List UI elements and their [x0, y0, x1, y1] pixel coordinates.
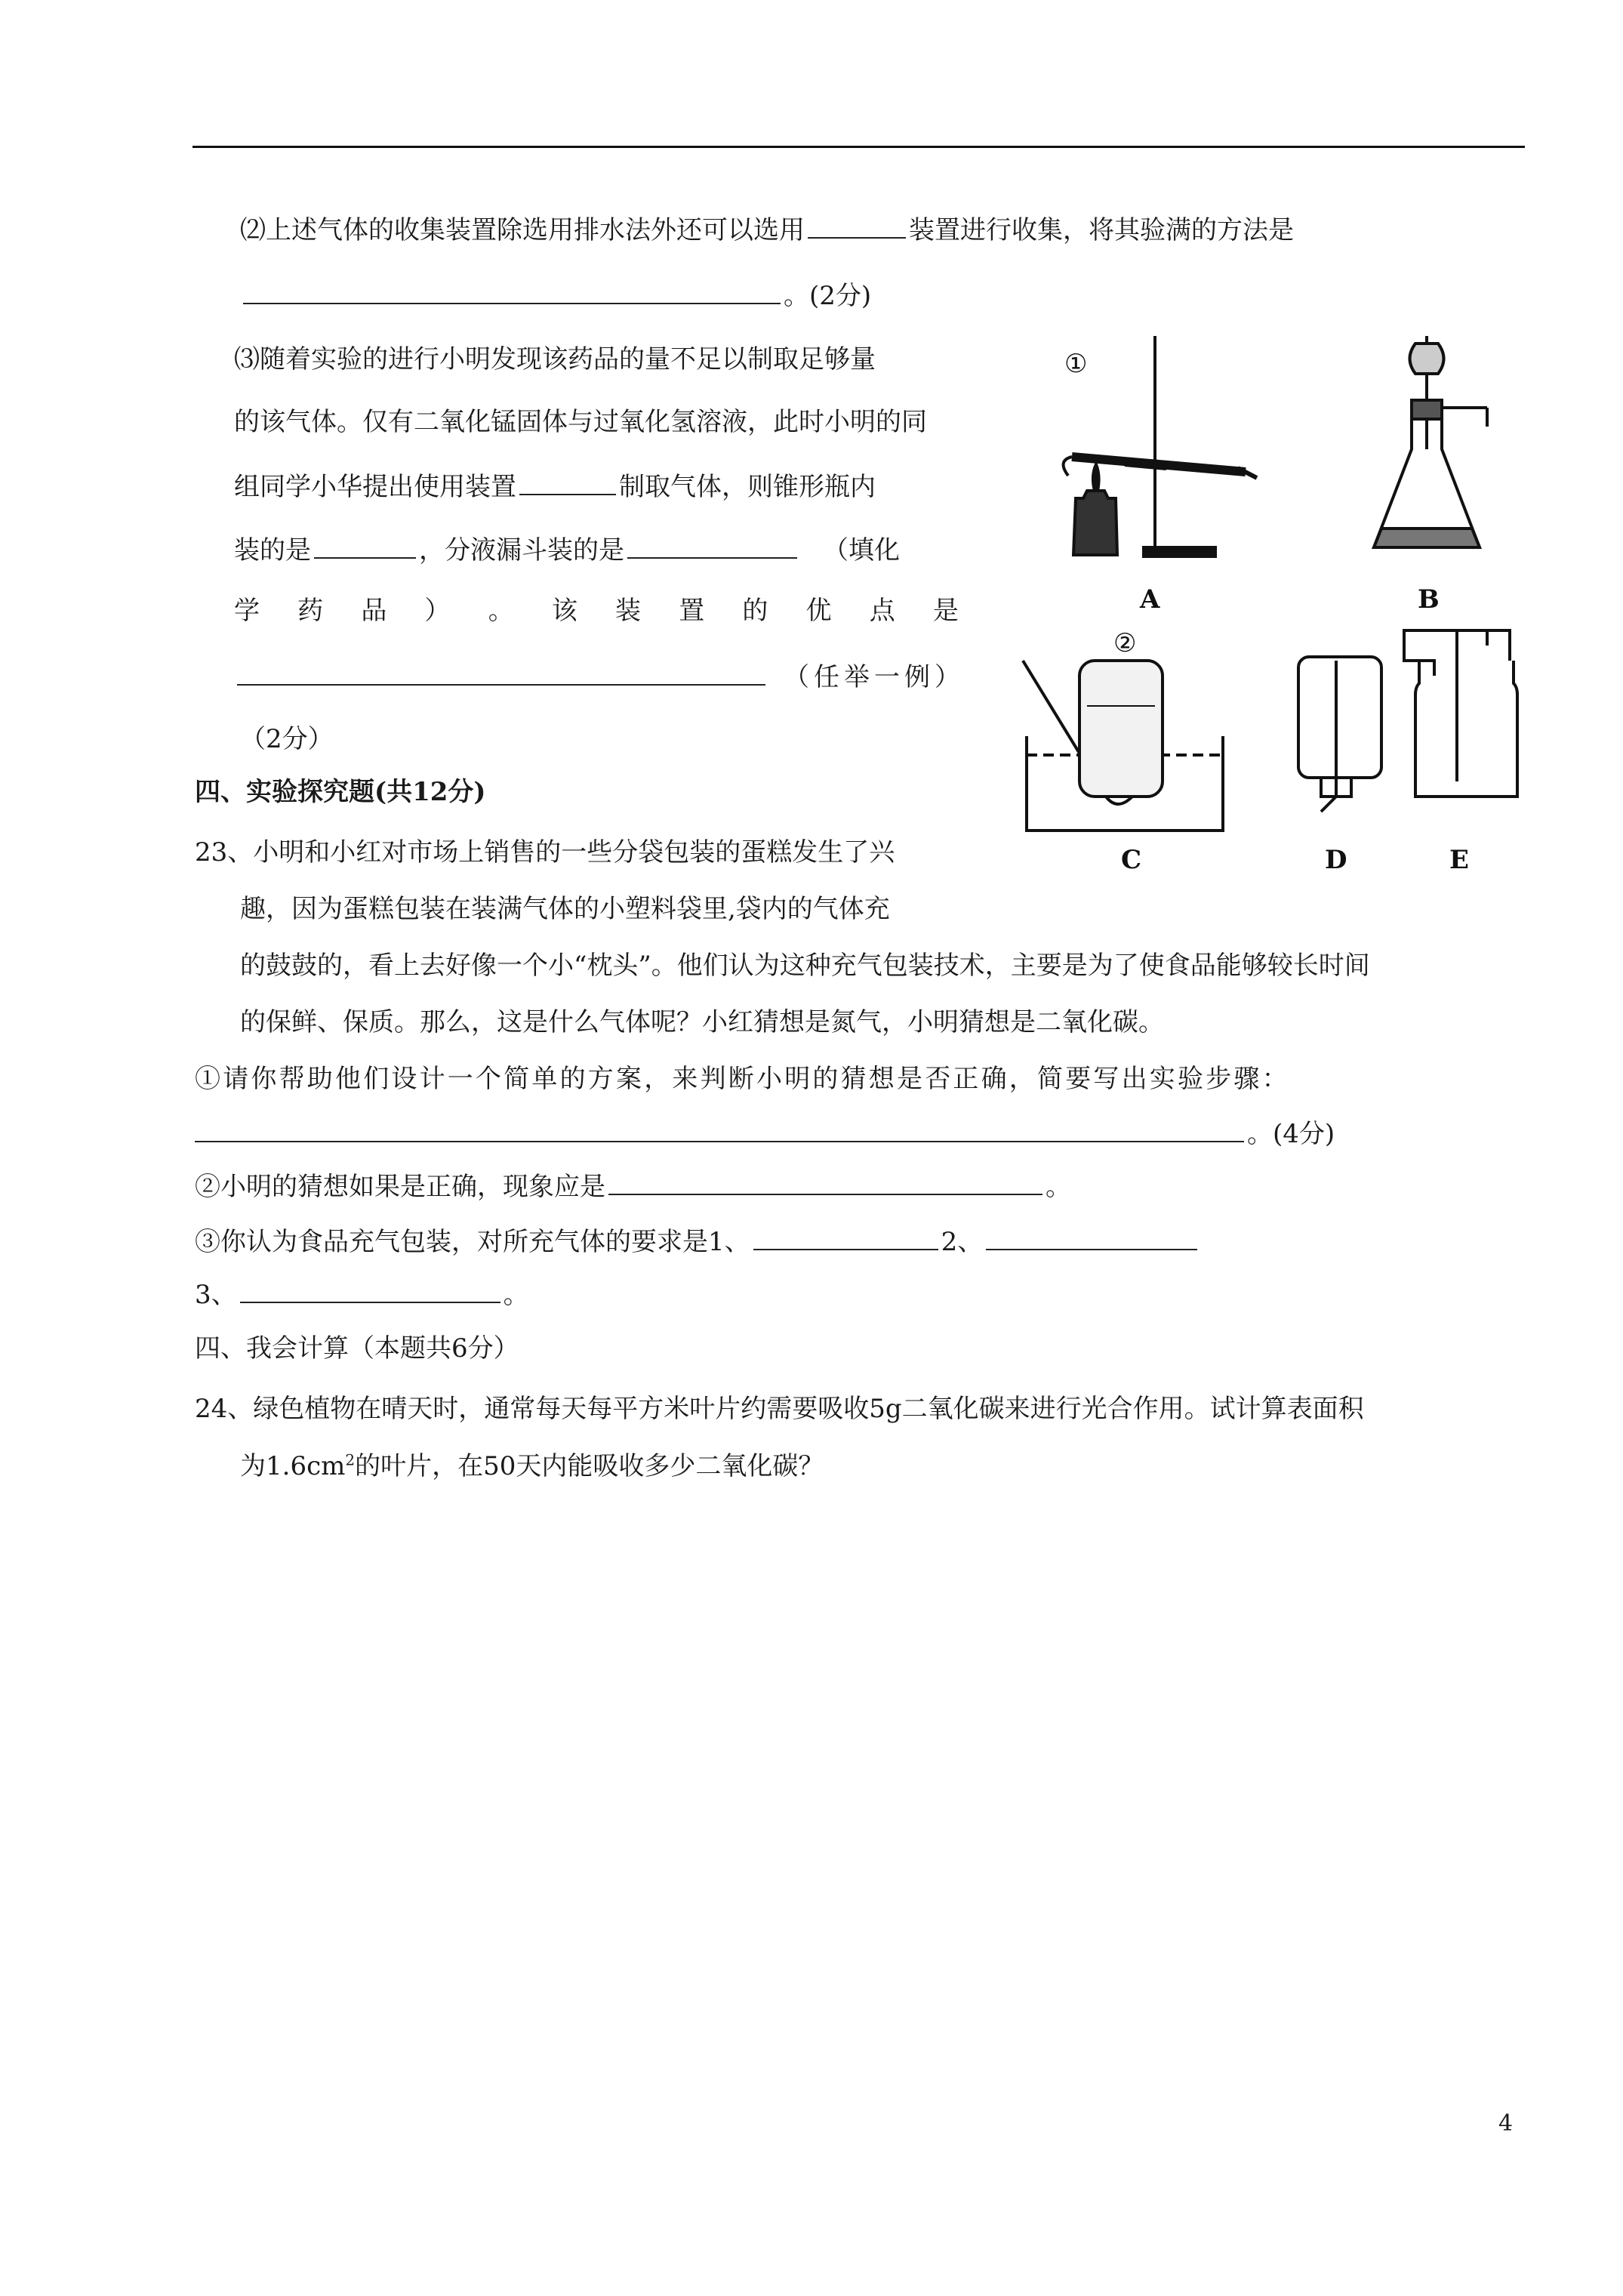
label-b: B	[1418, 584, 1440, 615]
page-number: 4	[1498, 2110, 1514, 2137]
char: 点	[869, 596, 895, 626]
q23-line1: 23、小明和小红对市场上销售的一些分袋包装的蛋糕发生了兴	[195, 837, 895, 868]
q23-text: 2、	[941, 1227, 984, 1257]
q23-step3	[195, 1222, 1200, 1260]
q23-step1: ①请你帮助他们设计一个简单的方案，来判断小明的猜想是否正确，简要写出实验步骤：	[195, 1064, 1290, 1094]
q23-text: 3、	[195, 1280, 237, 1310]
char: 药	[297, 596, 324, 626]
apparatus-b	[1374, 336, 1487, 547]
q22-p3-text: 装的是	[234, 535, 311, 566]
q23-text: 。	[503, 1280, 529, 1310]
q24-superscript: 2	[345, 1450, 356, 1469]
label-circle-1: ①	[1064, 349, 1088, 379]
char: 品	[361, 596, 387, 626]
answer-blank[interactable]	[986, 1222, 1197, 1250]
answer-blank[interactable]	[195, 1114, 1244, 1142]
q23-line3: 的鼓鼓的，看上去好像一个小“枕头”。他们认为这种充气包装技术，主要是为了使食品能够较长时间	[240, 951, 1370, 981]
q22-part2-line1	[240, 210, 1294, 248]
answer-blank[interactable]	[243, 276, 781, 304]
q23-step2	[195, 1166, 1071, 1205]
char: ）	[424, 596, 451, 626]
q22-part3-line6	[234, 657, 965, 695]
q22-part3-line4	[234, 530, 900, 569]
char: 。	[488, 596, 514, 626]
char: 学	[234, 596, 260, 626]
q23-text: 。	[1046, 1172, 1071, 1202]
q22-part3-line5	[234, 593, 959, 629]
answer-blank[interactable]	[519, 467, 616, 495]
q22-p2-text-a: ⑵上述气体的收集装置除选用排水法外还可以选用	[240, 215, 805, 245]
q22-part3-line2: 的该气体。仅有二氧化锰固体与过氧化氢溶液，此时小明的同	[234, 407, 927, 437]
q22-p3-text: （任举一例）	[784, 662, 965, 692]
answer-blank[interactable]	[240, 1274, 500, 1303]
label-e: E	[1449, 845, 1469, 875]
label-d: D	[1325, 845, 1347, 875]
q23-line2: 趣，因为蛋糕包装在装满气体的小塑料袋里,袋内的气体充	[240, 894, 890, 924]
section-title-experiment: 四、实验探究题(共12分)	[195, 777, 486, 807]
q22-part3-line1: ⑶随着实验的进行小明发现该药品的量不足以制取足够量	[234, 344, 876, 374]
char: 优	[805, 596, 832, 626]
q24-line2	[240, 1448, 824, 1484]
q22-part2-line2	[240, 276, 871, 314]
q23-step1-answer	[195, 1114, 1335, 1152]
answer-blank[interactable]	[753, 1222, 938, 1250]
apparatus-d	[1298, 657, 1381, 812]
answer-blank[interactable]	[314, 530, 416, 559]
section-title-calculation: 四、我会计算（本题共6分）	[195, 1333, 519, 1364]
q23-step1-score: 。(4分)	[1247, 1119, 1335, 1149]
q22-part3-score: （2分）	[240, 724, 334, 754]
label-c: C	[1121, 845, 1142, 875]
q22-p3-text: 制取气体，则锥形瓶内	[619, 472, 876, 502]
char: 装	[615, 596, 642, 626]
answer-blank[interactable]	[237, 657, 765, 686]
answer-blank[interactable]	[608, 1166, 1042, 1195]
char: 的	[742, 596, 768, 626]
apparatus-c	[1023, 661, 1223, 831]
answer-blank[interactable]	[808, 210, 906, 239]
header-rule	[192, 146, 1525, 148]
q23-step3-cont	[195, 1274, 529, 1313]
q22-part3-line3	[234, 467, 876, 505]
apparatus-e	[1404, 630, 1517, 797]
q22-p3-text: ，分液漏斗装的是	[419, 535, 624, 566]
q23-text: ③你认为食品充气包装，对所充气体的要求是1、	[195, 1227, 750, 1257]
q22-p3-text: （填化	[823, 535, 900, 566]
q22-p2-text-c: 。(2分)	[784, 281, 872, 311]
label-a: A	[1140, 584, 1160, 615]
label-circle-2: ②	[1113, 628, 1137, 658]
q23-text: ②小明的猜想如果是正确，现象应是	[195, 1172, 605, 1202]
char: 是	[932, 596, 959, 626]
q24-line1: 24、绿色植物在晴天时，通常每天每平方米叶片约需要吸收5g二氧化碳来进行光合作用。试计算表面积	[195, 1394, 1364, 1424]
q22-p3-text: 组同学小华提出使用装置	[234, 472, 516, 502]
q22-p2-text-b: 装置进行收集，将其验满的方法是	[909, 215, 1294, 245]
apparatus-a	[1064, 336, 1257, 556]
apparatus-figure	[1004, 328, 1548, 883]
q24-text: 的叶片，在50天内能吸收多少二氧化碳？	[355, 1451, 824, 1481]
q23-line4: 的保鲜、保质。那么，这是什么气体呢？小红猜想是氮气，小明猜想是二氧化碳。	[240, 1007, 1164, 1037]
char: 置	[679, 596, 705, 626]
q24-text: 为1.6cm	[240, 1451, 346, 1481]
char: 该	[551, 596, 577, 626]
answer-blank[interactable]	[627, 530, 797, 559]
